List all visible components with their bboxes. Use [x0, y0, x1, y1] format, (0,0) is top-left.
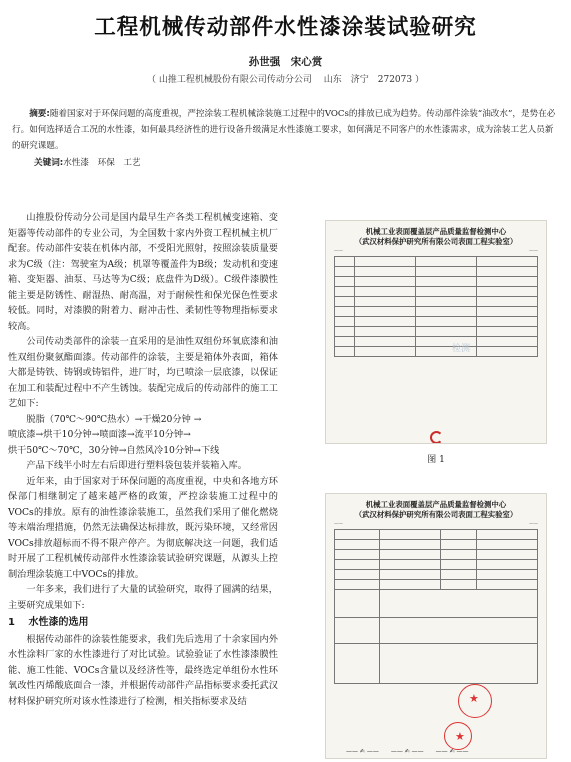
table-row: [335, 257, 538, 267]
table-row: [335, 327, 538, 337]
table-row: [335, 287, 538, 297]
table-row: [335, 618, 538, 644]
report-table: [334, 529, 538, 684]
table-row: [335, 530, 538, 540]
paragraph: 山推股份传动分公司是国内最早生产各类工程机械变速箱、变矩器等传动部件的专业公司，为全国数十家内外资工程机械主机厂配套。传动部件安装在机体内部，不受阳光照射，按照涂装质量要求为C级（注：驾驶室为A级；机罩等覆盖件为B级；发动机和变速箱、变矩器、油泵、马达等为C级；底盘件为D级）。C级件漆膜性能主要是防锈性、耐湿热、耐高温，对于耐候性和保光保色性要求较低。同时，对漆膜的附着力、耐冲击性、柔韧性等物理指标要求较高。: [8, 212, 278, 332]
process-flow-line: 脱脂（70℃～90℃热水）→干燥20分钟 →: [26, 413, 202, 425]
table-row: [335, 540, 538, 550]
paragraph: 产品下线半小时左右后即进行塑料袋包装并装箱入库。: [26, 460, 247, 471]
report-meta-left: ——: [334, 522, 343, 527]
affiliation: （ 山推工程机械股份有限公司传动分公司 山东 济宁 272073 ）: [147, 75, 424, 85]
table-row: [335, 644, 538, 684]
table-row: [335, 267, 538, 277]
report-header: 机械工业表面覆盖层产品质量监督检测中心 （武汉材料保护研究所有限公司表面工程实验室）: [354, 227, 518, 246]
abstract: [12, 106, 558, 154]
body-column: [8, 210, 278, 709]
paragraph: 近年来，由于国家对于环保问题的高度重视，中央和各地方环保部门相继制定了越来越严格的政策，严控涂装施工过程中的VOCs的排放。原有的油性漆涂装施工，虽然我们采用了催化燃烧等末端治理措施，仍然无法确保达标排放，既污染环境，又经常因VOCs排放超标而不得不限产停产。为彻底解决这一问题，我们适时开展了工程机械传动部件水性漆涂装试验研究课题，从源头上控制治理涂装施工中VOCs的排放。: [8, 475, 278, 580]
official-seal-stamp: [458, 684, 492, 718]
table-row: [335, 297, 538, 307]
report-meta-right: ——: [529, 522, 538, 527]
section-heading: 1 水性漆的选用: [8, 617, 89, 628]
table-row: [335, 347, 538, 357]
report-meta-right: ——: [529, 249, 538, 254]
keywords-label: 关键词:: [34, 158, 64, 168]
signature-line: —— ✍ —— —— ✍ —— —— ✍ ——: [346, 748, 469, 755]
table-row: [335, 560, 538, 570]
figure-1-caption: 图 1: [427, 455, 445, 465]
report-meta-left: ——: [334, 249, 343, 254]
report-watermark: 检测: [452, 344, 471, 354]
authors: 孙世强 宋心赏: [248, 56, 323, 68]
table-row: [335, 277, 538, 287]
abstract-label: 摘要:: [29, 109, 50, 119]
figure-1-test-report: [325, 220, 547, 444]
table-row: [335, 570, 538, 580]
table-row: [335, 307, 538, 317]
report-header: 机械工业表面覆盖层产品质量监督检测中心 （武汉材料保护研究所有限公司表面工程实验室）: [354, 500, 518, 519]
process-flow-line: 烘干50℃～70℃，30分钟→自然风冷10分钟→下线: [8, 444, 220, 456]
report-meta: [326, 246, 546, 256]
paper-title: 工程机械传动部件水性漆涂装试验研究: [94, 15, 477, 40]
table-row: [335, 580, 538, 590]
table-row: [335, 550, 538, 560]
table-row: [335, 317, 538, 327]
process-flow-line: 喷底漆→烘干10分钟→喷面漆→流平10分钟→: [8, 429, 191, 440]
paragraph: 一年多来，我们进行了大量的试验研究，取得了圆满的结果，主要研究成果如下:: [8, 584, 278, 611]
table-row: [335, 337, 538, 347]
paragraph: 根据传动部件的涂装性能要求，我们先后选用了十余家国内外水性涂料厂家的水性漆进行了对比试验。试验验证了水性漆漆膜性能、施工性能、VOCs含量以及经济性等，最终选定单组份水性环氧改性丙烯酸底面合一漆，并根据传动部件产品指标要求委托武汉材料保护研究所对该水性漆进行了检测，相关指标要求及结: [8, 633, 278, 707]
figure-2-test-report: [325, 493, 547, 759]
abstract-text: 随着国家对于环保问题的高度重视，严控涂装工程机械涂装施工过程中的VOCs的排放已成为趋势。传动部件涂装“油改水”，是势在必行。如何选择适合工况的水性漆，如何最具经济性的进行设备升级满足水性漆施工要求，如何满足不同客户的水性漆需求，成为涂装工艺人员新的研究课题。: [12, 109, 556, 151]
keywords: [34, 156, 141, 168]
paragraph: 公司传动类部件的涂装一直采用的是油性双组份环氧底漆和油性双组份聚氨酯面漆。传动部件的涂装，主要是箱体外表面，箱体大都是铸铁、铸钢或铸铝件，进厂时，均已喷涂一层底漆，以保证在加工和装配过程中不产生锈蚀。装配完成后的传动部件的施工工艺如下:: [8, 336, 278, 409]
institute-logo-icon: [430, 429, 442, 441]
keywords-text: 水性漆 环保 工艺: [63, 158, 141, 168]
table-row: [335, 590, 538, 618]
report-table: [334, 256, 538, 357]
report-meta: [326, 519, 546, 529]
